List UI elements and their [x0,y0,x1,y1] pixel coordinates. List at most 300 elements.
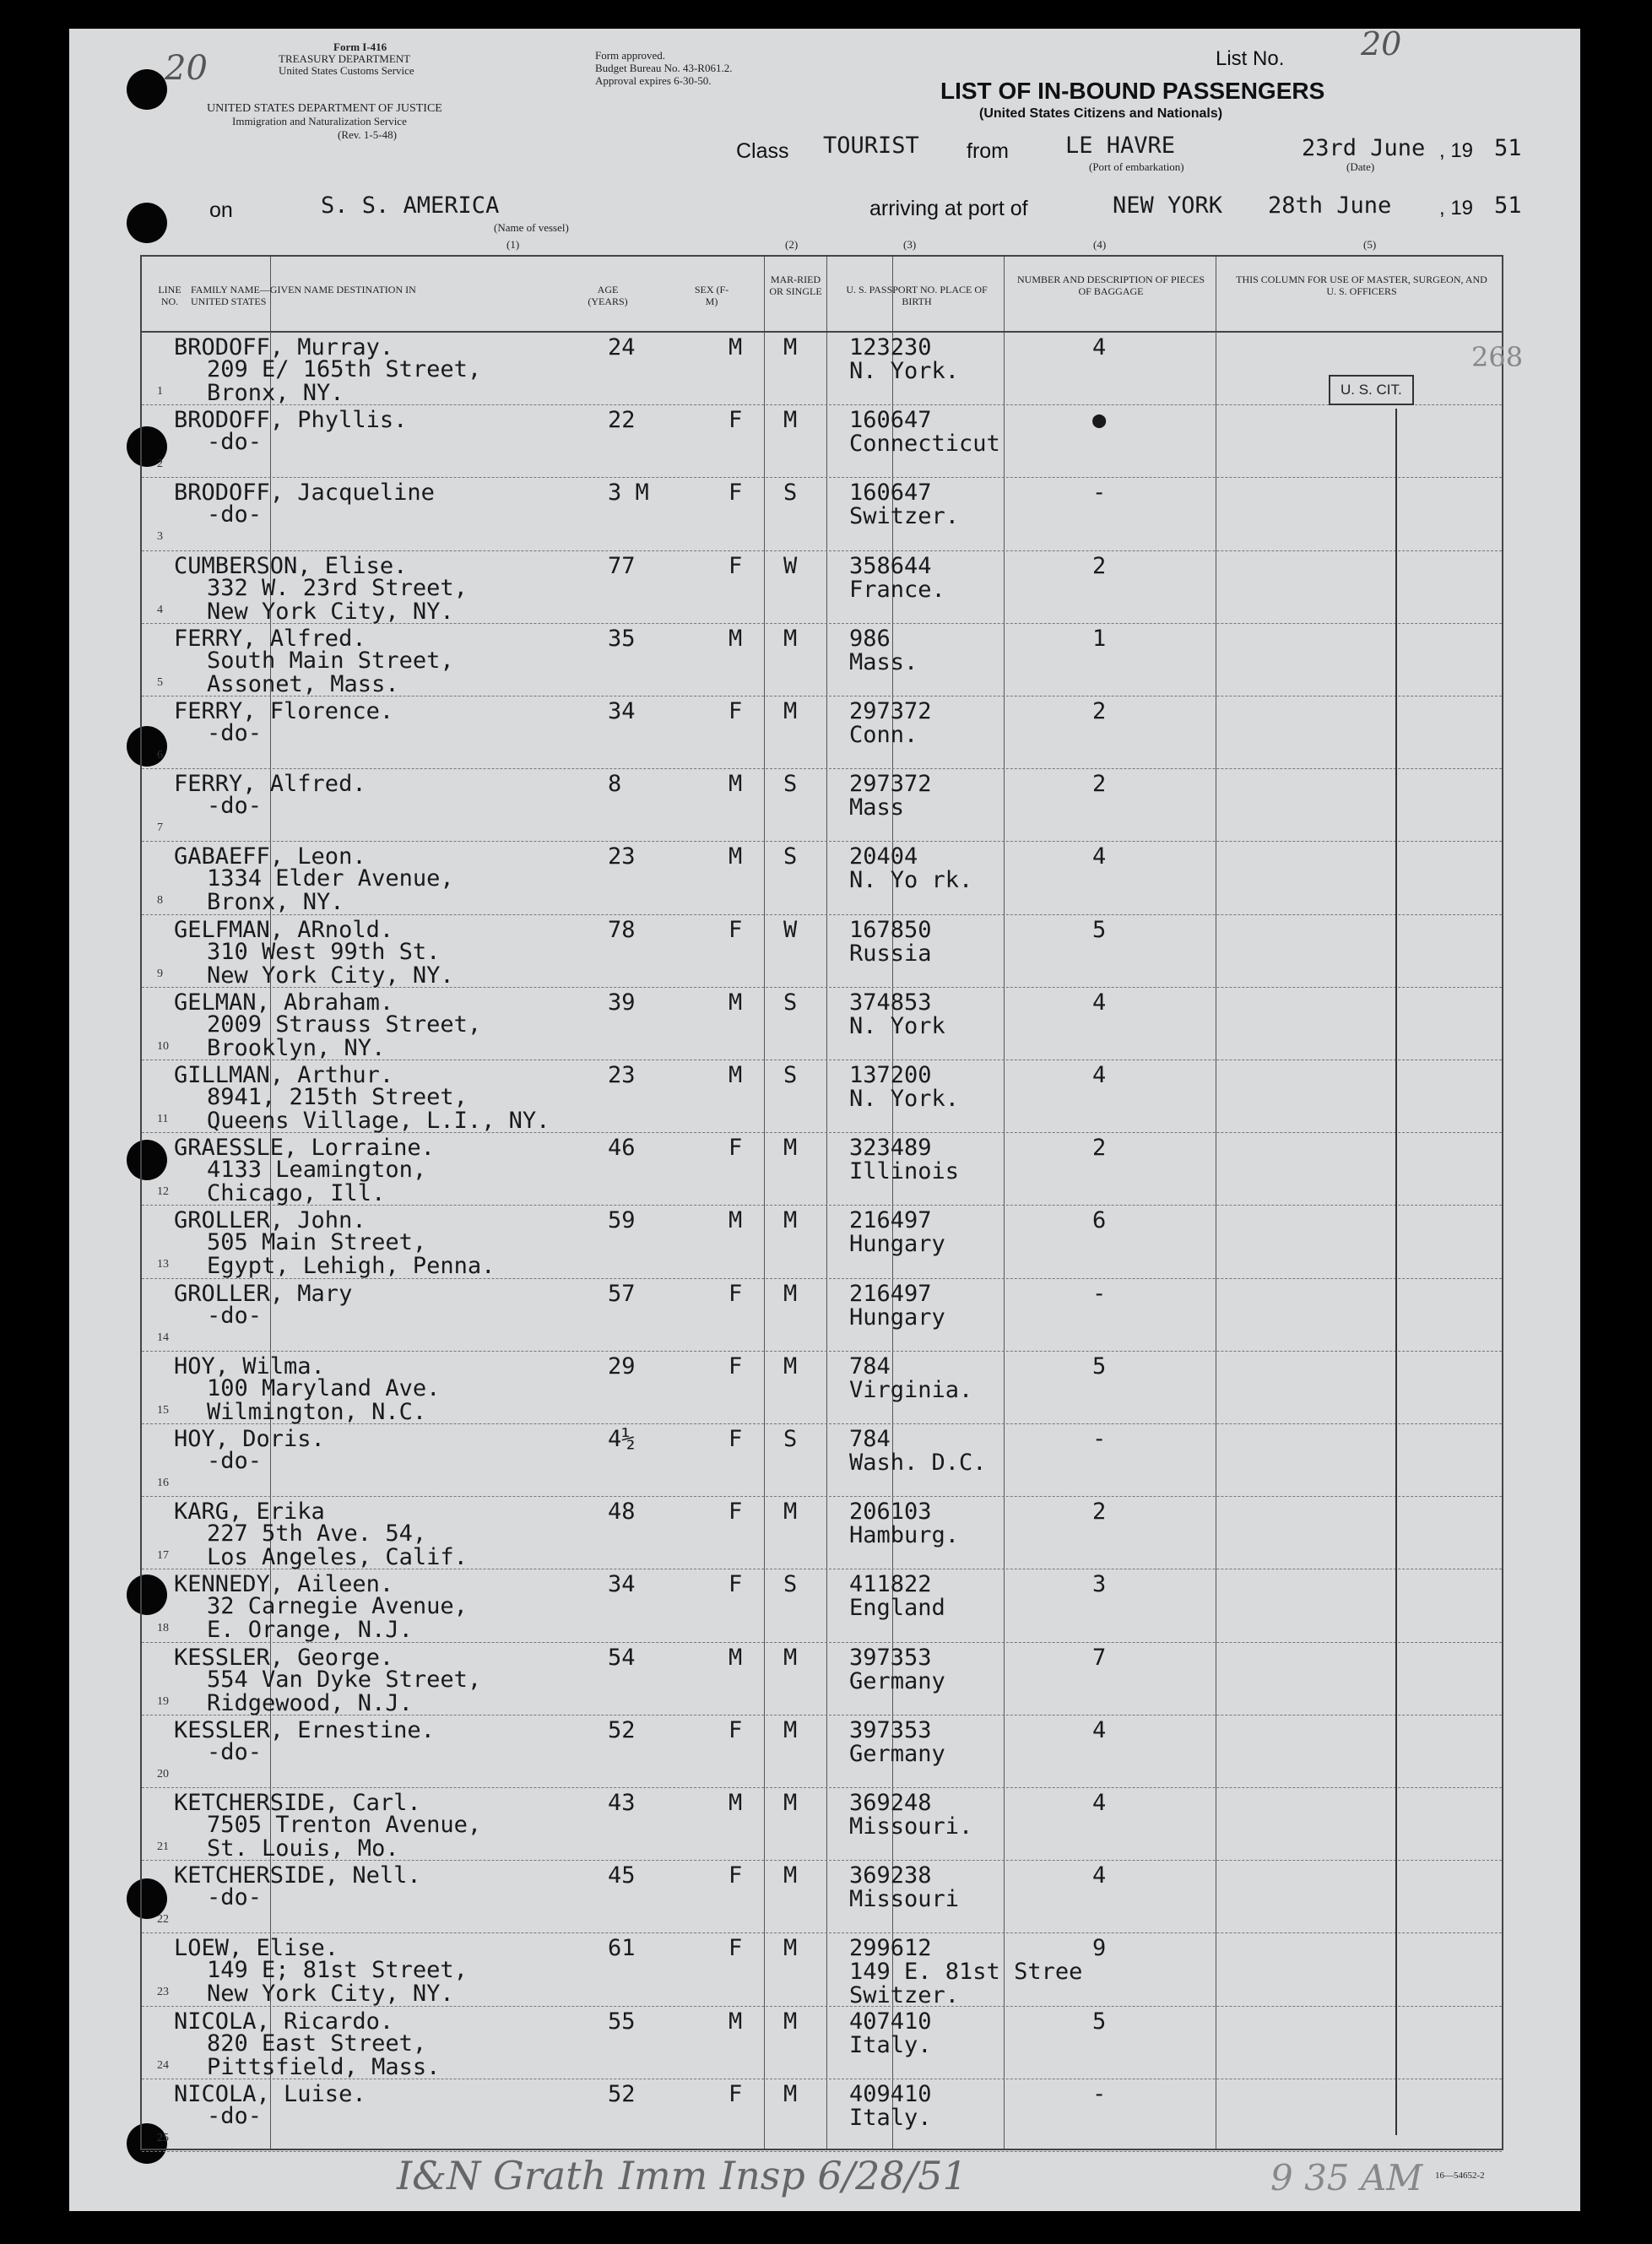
marital-status: M [783,407,798,434]
place-of-birth: Illinois [849,1158,960,1185]
passenger-name: HOY, Wilma. [174,1352,325,1379]
form-rev: (Rev. 1-5-48) [338,128,397,141]
col-num: (5) [1363,238,1377,251]
address-line: South Main Street, [207,647,454,674]
table-row [142,842,1502,914]
marital-status: S [783,1426,798,1452]
address-city: Chicago, Ill. [207,1180,386,1207]
arrival-port: NEW YORK [1113,192,1223,219]
age: 55 [608,2008,636,2035]
address-line: -do- [207,1884,263,1911]
line-number: 11 [157,1113,169,1125]
print-code: 16—54652-2 [1435,2171,1485,2181]
place-of-birth-2: Switzer. [849,1982,960,2009]
address-line: 1334 Elder Avenue, [207,865,454,892]
passenger-name: GELMAN, Abraham. [174,989,394,1016]
address-line: 310 West 99th St. [207,938,441,965]
place-of-birth: Hamburg. [849,1522,960,1549]
sex: M [729,989,743,1016]
marital-status: M [783,334,798,360]
passenger-name: FERRY, Alfred. [174,625,366,652]
place-of-birth: France. [849,576,945,603]
sex: F [729,916,743,943]
marital-status: M [783,1862,798,1889]
address-city: Queens Village, L.I., NY. [207,1108,550,1134]
sex: M [729,334,743,360]
line-number: 16 [157,1477,169,1489]
departure-year: 51 [1494,135,1522,161]
age: 29 [608,1352,636,1379]
line-number: 15 [157,1403,169,1417]
line-number: 4 [157,603,163,616]
baggage-count: 5 [1092,916,1107,943]
baggage-count: 9 [1092,1935,1107,1962]
place-of-birth: Missouri [849,1886,960,1913]
line-number: 1 [157,385,163,398]
table-row [142,1279,1502,1352]
sex: F [729,1499,743,1526]
place-of-birth: Connecticut [849,431,1000,458]
age: 48 [608,1499,636,1526]
age: 61 [608,1935,636,1962]
passenger-name: BRODOFF, Murray. [174,334,394,360]
departure-year-prefix: , 19 [1439,139,1474,162]
sex: F [729,1716,743,1743]
age: 23 [608,1062,636,1088]
place-of-birth: Wash. D.C. [849,1450,987,1476]
passenger-name: NICOLA, Luise. [174,2080,366,2107]
arrival-year: 51 [1494,192,1522,219]
baggage-count: 4 [1092,1790,1107,1816]
address-line: -do- [207,793,263,820]
passport-number: 216497 [849,1280,932,1307]
age: 8 [608,771,622,798]
inspection-time: 9 35 AM [1270,2157,1423,2198]
address-line: 7505 Trenton Avenue, [207,1812,482,1838]
age: 59 [608,1207,636,1234]
marital-status: M [783,1135,798,1162]
marital-status: M [783,1790,798,1816]
age: 24 [608,334,636,360]
punch-hole [127,69,167,110]
line-number: 21 [157,1840,169,1853]
sex: M [729,1207,743,1234]
passenger-name: LOEW, Elise. [174,1935,339,1962]
passport-number: 297372 [849,698,932,724]
age: 23 [608,843,636,870]
marital-status: M [783,1716,798,1743]
passport-number: 784 [849,1426,891,1452]
passenger-name: BRODOFF, Jacqueline [174,480,435,507]
passenger-name: FERRY, Alfred. [174,771,366,798]
place-of-birth: England [849,1595,945,1622]
col-head-married: MAR-RIED OR SINGLE [769,274,822,297]
address-city: E. Orange, N.J. [207,1617,413,1644]
passport-number: 206103 [849,1499,932,1526]
baggage-count: 2 [1092,552,1107,579]
passport-number: 299612 [849,1935,932,1962]
marital-status: S [783,771,798,798]
place-of-birth: Mass. [849,648,918,675]
place-of-birth: N. Yo rk. [849,867,973,894]
col-head-sex: SEX (F-M) [694,284,729,307]
form-id: Form I-416 [333,41,387,53]
passport-number: 297372 [849,771,932,798]
passenger-table [140,255,1524,2150]
baggage-count: 4 [1092,1062,1107,1088]
address-line: 332 W. 23rd Street, [207,574,468,601]
sex: F [729,1571,743,1598]
marital-status: M [783,1280,798,1307]
sex: M [729,1062,743,1088]
place-of-birth: Switzer. [849,503,960,530]
line-number: 3 [157,530,163,544]
passport-number: 160647 [849,480,932,507]
table-row [142,915,1502,988]
passport-number: 986 [849,625,891,652]
place-of-birth: Hungary [849,1304,945,1331]
passport-number: 369238 [849,1862,932,1889]
table-row [142,1933,1502,2009]
age: 22 [608,407,636,434]
place-of-birth: N. York. [849,1086,960,1112]
address-line: 820 East Street, [207,2030,427,2057]
table-row [142,1206,1502,1278]
sex: M [729,1790,743,1816]
sex: M [729,771,743,798]
marital-status: M [783,2008,798,2035]
address-city: Los Angeles, Calif. [207,1544,468,1571]
passport-number: 397353 [849,1644,932,1671]
table-row [142,1497,1502,1569]
marital-status: M [783,1499,798,1526]
on-label: on [209,198,233,222]
arrival-date: 28th June [1268,192,1392,219]
document-subtitle: (United States Citizens and Nationals) [979,106,1223,121]
sex: M [729,1644,743,1671]
approval-2: Budget Bureau No. 43-R061.2. [595,62,733,74]
address-line: 8941, 215th Street, [207,1084,468,1110]
baggage-count: - [1092,480,1107,507]
table-row [142,2079,1502,2152]
marital-status: M [783,1207,798,1234]
line-number: 9 [157,967,163,980]
baggage-count: 6 [1092,1207,1107,1234]
place-of-birth: Conn. [849,722,918,748]
arriving-label: arriving at port of [869,197,1028,220]
passenger-name: KARG, Erika [174,1499,325,1526]
age: 77 [608,552,636,579]
address-line: 209 E/ 165th Street, [207,356,482,382]
passport-number: 407410 [849,2008,932,2035]
place-of-birth: Italy. [849,2031,932,2058]
address-line: -do- [207,1302,263,1329]
baggage-count: - [1092,2080,1107,2107]
passport-number: 20404 [849,843,918,870]
age: 3 M [608,480,649,507]
address-city: Wilmington, N.C. [207,1398,427,1425]
col-num: (4) [1093,238,1107,251]
sex: F [729,407,743,434]
line-number: 25 [157,2131,169,2144]
passenger-name: GILLMAN, Arthur. [174,1062,394,1088]
baggage-count: 4 [1092,334,1107,360]
baggage-count: 4 [1092,1862,1107,1889]
passenger-name: GRAESSLE, Lorraine. [174,1135,435,1162]
table-row [142,1716,1502,1788]
sex: F [729,2080,743,2107]
age: 45 [608,1862,636,1889]
age: 57 [608,1280,636,1307]
arrival-year-prefix: , 19 [1439,197,1474,220]
port-of-embarkation: LE HAVRE [1065,133,1176,159]
list-no-label: List No. [1216,47,1285,70]
address-line: -do- [207,2102,263,2129]
sex: F [729,1280,743,1307]
place-of-birth: Italy. [849,2104,932,2131]
address-line: 2009 Strauss Street, [207,1011,482,1038]
address-city: Bronx, NY. [207,380,344,406]
age: 52 [608,2080,636,2107]
passenger-name: NICOLA, Ricardo. [174,2008,394,2035]
line-number: 7 [157,821,163,835]
line-number: 13 [157,1258,169,1271]
address-city: New York City, NY. [207,962,454,989]
date-caption: (Date) [1346,160,1375,173]
age: 35 [608,625,636,652]
table-row [142,1060,1502,1133]
marital-status: S [783,843,798,870]
table-row [142,769,1502,842]
sex: F [729,1352,743,1379]
address-line: 149 E; 81st Street, [207,1957,468,1984]
baggage-count: 2 [1092,1499,1107,1526]
table-row [142,551,1502,624]
col-head-age: AGE (YEARS) [588,284,628,307]
sex: F [729,1135,743,1162]
sex: M [729,2008,743,2035]
sex: F [729,552,743,579]
line-number: 20 [157,1767,169,1781]
baggage-count: ● [1092,407,1107,434]
passport-number: 167850 [849,916,932,943]
punch-hole [127,203,167,243]
table-row [142,988,1502,1060]
address-line: 32 Carnegie Avenue, [207,1593,468,1620]
address-line: 505 Main Street, [207,1229,427,1256]
table-row [142,1861,1502,1933]
baggage-count: 7 [1092,1644,1107,1671]
line-number: 14 [157,1331,169,1344]
col-head-baggage: NUMBER AND DESCRIPTION OF PIECES OF BAGGAGE [1016,274,1205,297]
line-number: 19 [157,1694,169,1708]
passenger-name: GROLLER, Mary [174,1280,353,1307]
age: 78 [608,916,636,943]
passenger-name: FERRY, Florence. [174,698,394,724]
place-of-birth: N. York [849,1012,945,1039]
marital-status: M [783,698,798,724]
marital-status: M [783,2080,798,2107]
passenger-name: KETCHERSIDE, Carl. [174,1790,421,1816]
passenger-name: CUMBERSON, Elise. [174,552,408,579]
age: 34 [608,1571,636,1598]
sex: F [729,480,743,507]
table-row [142,624,1502,697]
place-of-birth: Mass [849,794,905,821]
vessel-caption: (Name of vessel) [494,221,569,234]
passenger-name: KENNEDY, Aileen. [174,1571,394,1598]
col-num: (3) [903,238,917,251]
marital-status: S [783,1571,798,1598]
line-number: 22 [157,1913,169,1927]
sex: F [729,698,743,724]
corner-mark: 20 [165,49,208,88]
passenger-name: GABAEFF, Leon. [174,843,366,870]
line-number: 17 [157,1549,169,1563]
address-line: -do- [207,429,263,456]
age: 52 [608,1716,636,1743]
document-title: LIST OF IN-BOUND PASSENGERS [940,78,1325,104]
passport-number: 123230 [849,334,932,360]
table-row [142,2007,1502,2079]
departure-date: 23rd June [1302,135,1426,161]
marital-status: W [783,916,798,943]
sex: F [729,1862,743,1889]
continuation-line [1395,409,1397,2135]
passport-number: 411822 [849,1571,932,1598]
address-line: -do- [207,1738,263,1765]
baggage-count: 2 [1092,1135,1107,1162]
class-label: Class [736,139,789,163]
address-city: Brooklyn, NY. [207,1034,386,1061]
port-caption: (Port of embarkation) [1089,160,1184,173]
marital-status: M [783,625,798,652]
table-row [142,478,1502,550]
sex: F [729,1935,743,1962]
marital-status: M [783,1644,798,1671]
baggage-count: 5 [1092,1352,1107,1379]
line-number: 18 [157,1622,169,1635]
dept-customs: United States Customs Service [279,64,414,77]
class-value: TOURIST [823,133,919,159]
age: 54 [608,1644,636,1671]
place-of-birth: Germany [849,1740,945,1767]
table-row [142,1424,1502,1497]
address-city: Egypt, Lehigh, Penna. [207,1253,496,1280]
address-city: Bronx, NY. [207,889,344,916]
passport-number: 137200 [849,1062,932,1088]
place-of-birth: N. York. [849,358,960,384]
marital-status: S [783,1062,798,1088]
passenger-name: BRODOFF, Phyllis. [174,407,408,434]
sex: M [729,843,743,870]
baggage-count: 5 [1092,2008,1107,2035]
place-of-birth: Russia [849,940,932,967]
address-city: New York City, NY. [207,1981,454,2008]
table-row [142,333,1502,405]
from-label: from [967,139,1009,163]
line-number: 10 [157,1039,169,1053]
inspector-signature: I&N Grath Imm Insp 6/28/51 [397,2153,967,2198]
address-line: -do- [207,501,263,528]
place-of-birth: 149 E. 81st Stree [849,1959,1083,1986]
list-no: 20 [1361,25,1402,62]
marital-status: M [783,1935,798,1962]
passport-number: 784 [849,1352,891,1379]
passenger-name: GELFMAN, ARnold. [174,916,394,943]
col-head-officers: THIS COLUMN FOR USE OF MASTER, SURGEON, AND U. S. OFFICERS [1236,274,1487,297]
address-city: Pittsfield, Mass. [207,2053,441,2080]
approval-1: Form approved. [595,49,666,62]
address-line: 554 Van Dyke Street, [207,1666,482,1693]
address-city: New York City, NY. [207,598,454,625]
passport-number: 397353 [849,1716,932,1743]
us-citizen-stamp: U. S. CIT. [1329,375,1414,405]
baggage-count: 3 [1092,1571,1107,1598]
baggage-count: 4 [1092,843,1107,870]
line-number: 5 [157,675,163,689]
approval-3: Approval expires 6-30-50. [595,74,712,87]
passenger-name: KETCHERSIDE, Nell. [174,1862,421,1889]
line-number: 6 [157,749,163,762]
age: 46 [608,1135,636,1162]
dept-treasury: TREASURY DEPARTMENT [279,52,411,65]
baggage-count: 4 [1092,989,1107,1016]
passport-number: 216497 [849,1207,932,1234]
vessel-name: S. S. AMERICA [321,192,500,219]
table-row [142,1133,1502,1206]
baggage-count: - [1092,1280,1107,1307]
sex: F [729,1426,743,1452]
sex: M [729,625,743,652]
table-row [142,697,1502,769]
stamp-number: 268 [1471,341,1524,373]
baggage-count: 2 [1092,698,1107,724]
line-number: 24 [157,2058,169,2072]
address-city: St. Louis, Mo. [207,1835,399,1862]
marital-status: W [783,552,798,579]
line-number: 2 [157,458,163,471]
place-of-birth: Hungary [849,1231,945,1258]
table-row [142,1643,1502,1716]
age: 4½ [608,1426,636,1452]
address-line: 227 5th Ave. 54, [207,1520,427,1547]
baggage-count: - [1092,1426,1107,1452]
dept-justice: UNITED STATES DEPARTMENT OF JUSTICE [207,102,442,115]
place-of-birth: Germany [849,1667,945,1694]
place-of-birth: Missouri. [849,1813,973,1840]
table-row [142,1352,1502,1424]
place-of-birth: Virginia. [849,1376,973,1403]
passenger-name: KESSLER, Ernestine. [174,1716,435,1743]
baggage-count: 4 [1092,1716,1107,1743]
passport-number: 409410 [849,2080,932,2107]
address-city: Assonet, Mass. [207,670,399,697]
passenger-name: KESSLER, George. [174,1644,394,1671]
dept-ins: Immigration and Naturalization Service [232,115,407,127]
col-head-line-no: LINE NO. [158,284,181,307]
table-row [142,405,1502,478]
address-line: -do- [207,720,263,746]
baggage-count: 1 [1092,625,1107,652]
marital-status: S [783,989,798,1016]
address-line: 4133 Leamington, [207,1157,427,1184]
passenger-name: GROLLER, John. [174,1207,366,1234]
col-num: (1) [506,238,520,251]
line-number: 23 [157,1986,169,1999]
age: 34 [608,698,636,724]
passenger-name: HOY, Doris. [174,1426,325,1452]
